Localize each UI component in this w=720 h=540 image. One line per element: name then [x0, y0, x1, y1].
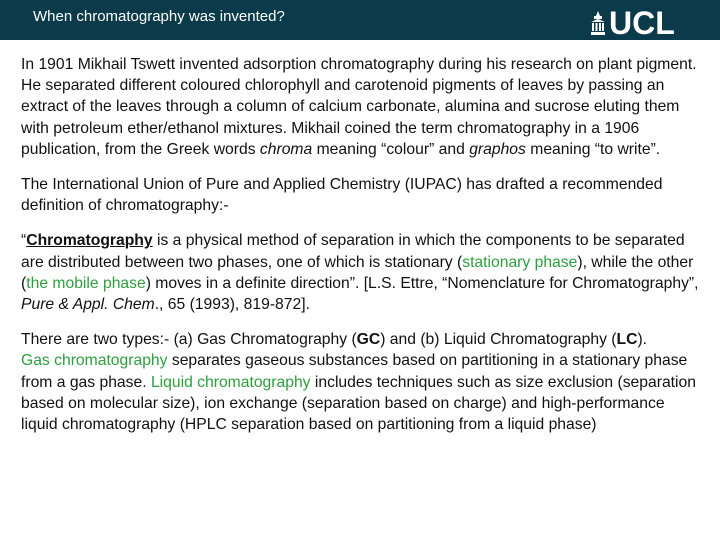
portico-icon: [591, 11, 605, 35]
types-text: ) and (b) Liquid Chromatography (: [380, 331, 617, 349]
history-text: meaning “colour” and: [312, 140, 470, 158]
definition-text: ) moves in a definite direction”. [L.S. Ettre, “Nomenclature for Chromatography”,: [145, 274, 699, 292]
term-gas-chromatography: Gas chromatography: [21, 352, 168, 370]
term-chromatography: Chromatography: [26, 232, 153, 250]
header-bar: [0, 0, 720, 40]
history-text: meaning “to write”.: [525, 140, 661, 158]
abbr-gc: GC: [356, 331, 381, 349]
term-chroma: chroma: [259, 140, 313, 158]
iupac-paragraph: [21, 174, 701, 216]
history-text: In 1901 Mikhail Tswett invented adsorption chromatography during his research on plant pigment. He separated different coloured chlorophyll and carotenoid pigments of leaves by passing an extract of the leaves through a column of calcium carbonate, alumina and sucrose eluting them with petroleum ether/ethanol mixtures. Mikhail coined the term chromatography in a 1906 publication, from the Greek words: [21, 56, 697, 158]
types-text: ).: [637, 331, 648, 349]
term-stationary-phase: stationary phase: [462, 253, 578, 271]
definition-paragraph: [21, 230, 701, 315]
logo-text: UCL: [609, 5, 675, 41]
term-liquid-chromatography: Liquid chromatography: [150, 373, 311, 391]
slide-title: When chromatography was invented?: [33, 8, 285, 25]
term-mobile-phase: the mobile phase: [26, 274, 146, 292]
types-paragraph: [21, 329, 701, 435]
iupac-text: The International Union of Pure and Applied Chemistry (IUPAC) has drafted a recommended definition of chromatography:-: [21, 176, 663, 215]
abbr-lc: LC: [616, 331, 638, 349]
types-text: includes techniques such as size exclusion (separation based on molecular size), ion exchange (separation based on charge) and high-performance liquid chromatography (HPLC separation based on partitioning from a liquid phase): [21, 373, 696, 434]
definition-text: ., 65 (1993), 819-872].: [154, 296, 310, 314]
definition-text: “: [21, 232, 27, 250]
ucl-logo: [591, 5, 675, 41]
history-paragraph: [21, 54, 701, 160]
term-graphos: graphos: [469, 140, 526, 158]
definition-text: ), while the other (: [21, 253, 694, 292]
definition-text: is a physical method of separation in which the components to be separated are distributed between two phases, one of which is stationary (: [21, 232, 685, 271]
journal-name: Pure & Appl. Chem: [21, 296, 155, 314]
types-text: separates gaseous substances based on partitioning in a stationary phase from a gas phase.: [21, 352, 688, 391]
types-text: There are two types:- (a) Gas Chromatography (: [21, 331, 357, 349]
slide-body: [21, 54, 701, 435]
